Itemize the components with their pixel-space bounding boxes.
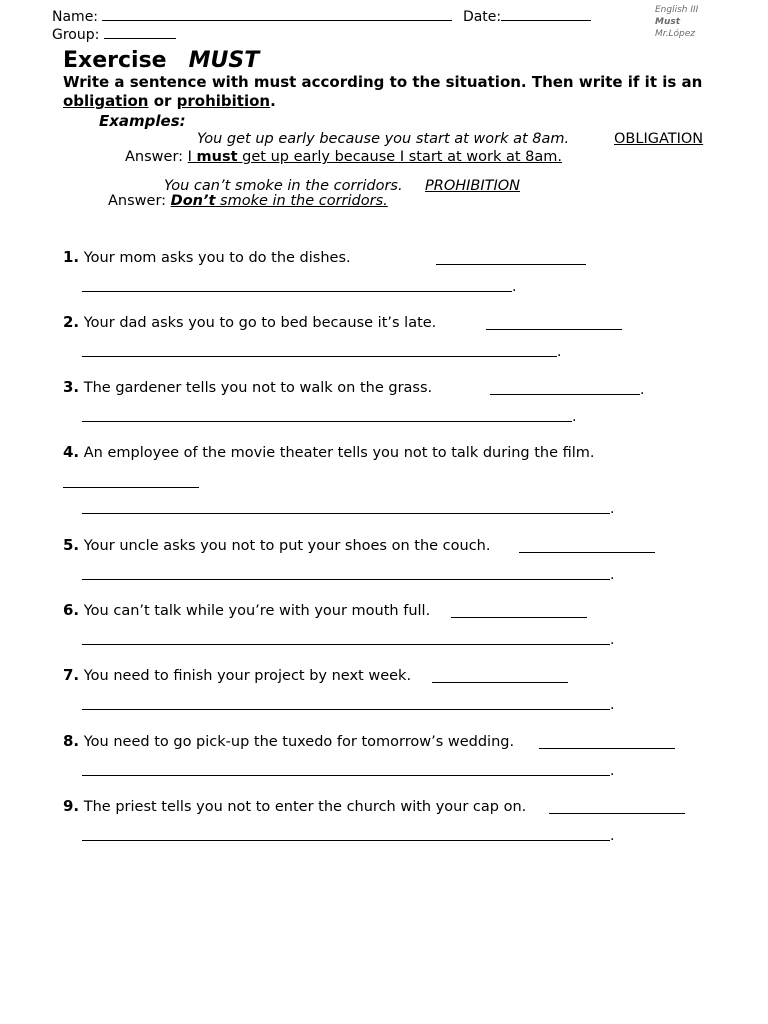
group-label: Group: [52,27,100,43]
sentence-answer-field-8[interactable] [82,775,610,776]
date-field[interactable] [501,6,591,21]
question-text: You need to finish your project by next week. [83,668,412,684]
question-3 [63,378,432,397]
question-4 [63,443,595,462]
page-title [63,48,259,74]
question-1 [63,248,351,267]
example2-type: PROHIBITION [425,178,521,194]
question-5 [63,536,490,555]
or-word: or [148,92,177,110]
examples-label: Examples: [99,112,186,130]
obligation-word: obligation [63,92,149,110]
sentence-answer-field-6[interactable] [82,644,610,645]
sentence-answer-field-3[interactable] [82,421,572,422]
question-number: 4. [63,443,80,461]
question-text: Your dad asks you to go to bed because it’s late. [83,315,437,331]
sentence-end-period: . [512,279,517,295]
type-answer-field-8[interactable] [539,748,675,749]
title-topic: MUST [188,48,260,73]
question-number: 3. [63,378,80,396]
name-row [52,6,591,25]
title-word: Exercise [63,48,167,73]
sentence-end-period: . [610,632,615,648]
type-answer-field-2[interactable] [486,329,622,330]
course-info [655,4,698,40]
teacher-name: Mr.López [655,29,695,39]
example2-answer [108,193,388,209]
sentence-answer-field-5[interactable] [82,579,610,580]
example2-answer-dont: Don’t [170,193,216,209]
type-answer-field-4[interactable] [63,487,199,488]
question-text: Your mom asks you to do the dishes. [83,250,351,266]
example1-answer-must: must [196,149,238,165]
question-number: 2. [63,313,80,331]
question-number: 9. [63,797,80,815]
example1-answer-post: get up early because I start at work at 8am. [237,149,562,165]
sentence-end-period: . [557,344,562,360]
example1-answer-label: Answer: [125,149,188,165]
example2-answer-post: smoke in the corridors. [215,193,388,209]
question-8 [63,732,514,751]
sentence-end-period: . [610,763,615,779]
date-label: Date: [462,9,502,25]
sentence-end-period: . [572,409,577,425]
type-answer-field-5[interactable] [519,552,655,553]
sentence-end-period: . [610,501,615,517]
sentence-answer-field-7[interactable] [82,709,610,710]
type-answer-field-7[interactable] [432,682,568,683]
question-number: 8. [63,732,80,750]
group-row [52,24,176,43]
type-end-period: . [640,382,645,398]
question-text: You can’t talk while you’re with your mouth full. [83,603,431,619]
question-2 [63,313,436,332]
sentence-answer-field-2[interactable] [82,356,557,357]
sentence-end-period: . [610,567,615,583]
sentence-answer-field-4[interactable] [82,513,610,514]
question-number: 7. [63,666,80,684]
instructions-period: . [270,92,276,110]
course-topic: Must [655,17,681,27]
sentence-end-period: . [610,828,615,844]
example1-answer [125,149,562,165]
question-6 [63,601,430,620]
instructions-line2 [63,92,276,111]
group-field[interactable] [104,24,176,39]
question-text: The gardener tells you not to walk on the grass. [83,380,433,396]
type-answer-field-3[interactable] [490,394,640,395]
sentence-answer-field-9[interactable] [82,840,610,841]
type-answer-field-9[interactable] [549,813,685,814]
sentence-end-period: . [610,697,615,713]
question-number: 6. [63,601,80,619]
example1-type: OBLIGATION [614,131,704,147]
example1-situation: You get up early because you start at work at 8am. [197,131,570,147]
name-label: Name: [52,9,99,25]
name-field[interactable] [102,6,452,21]
example1-answer-pre: I [187,149,197,165]
example1-answer-text [188,149,562,165]
question-text: The priest tells you not to enter the church with your cap on. [83,799,527,815]
question-9 [63,797,526,816]
example2-answer-label: Answer: [108,193,171,209]
question-text: Your uncle asks you not to put your shoes on the couch. [83,538,491,554]
question-number: 1. [63,248,80,266]
type-answer-field-1[interactable] [436,264,586,265]
sentence-answer-field-1[interactable] [82,291,512,292]
question-text: You need to go pick-up the tuxedo for tomorrow’s wedding. [83,734,515,750]
example2-answer-text [171,193,388,209]
course-name: English III [655,5,699,15]
prohibition-word: prohibition [176,92,271,110]
example2-situation: You can’t smoke in the corridors. [164,178,403,194]
instructions-line1: Write a sentence with must according to the situation. Then write if it is an [63,73,703,91]
question-7 [63,666,411,685]
question-text: An employee of the movie theater tells you not to talk during the film. [83,445,595,461]
type-answer-field-6[interactable] [451,617,587,618]
question-number: 5. [63,536,80,554]
